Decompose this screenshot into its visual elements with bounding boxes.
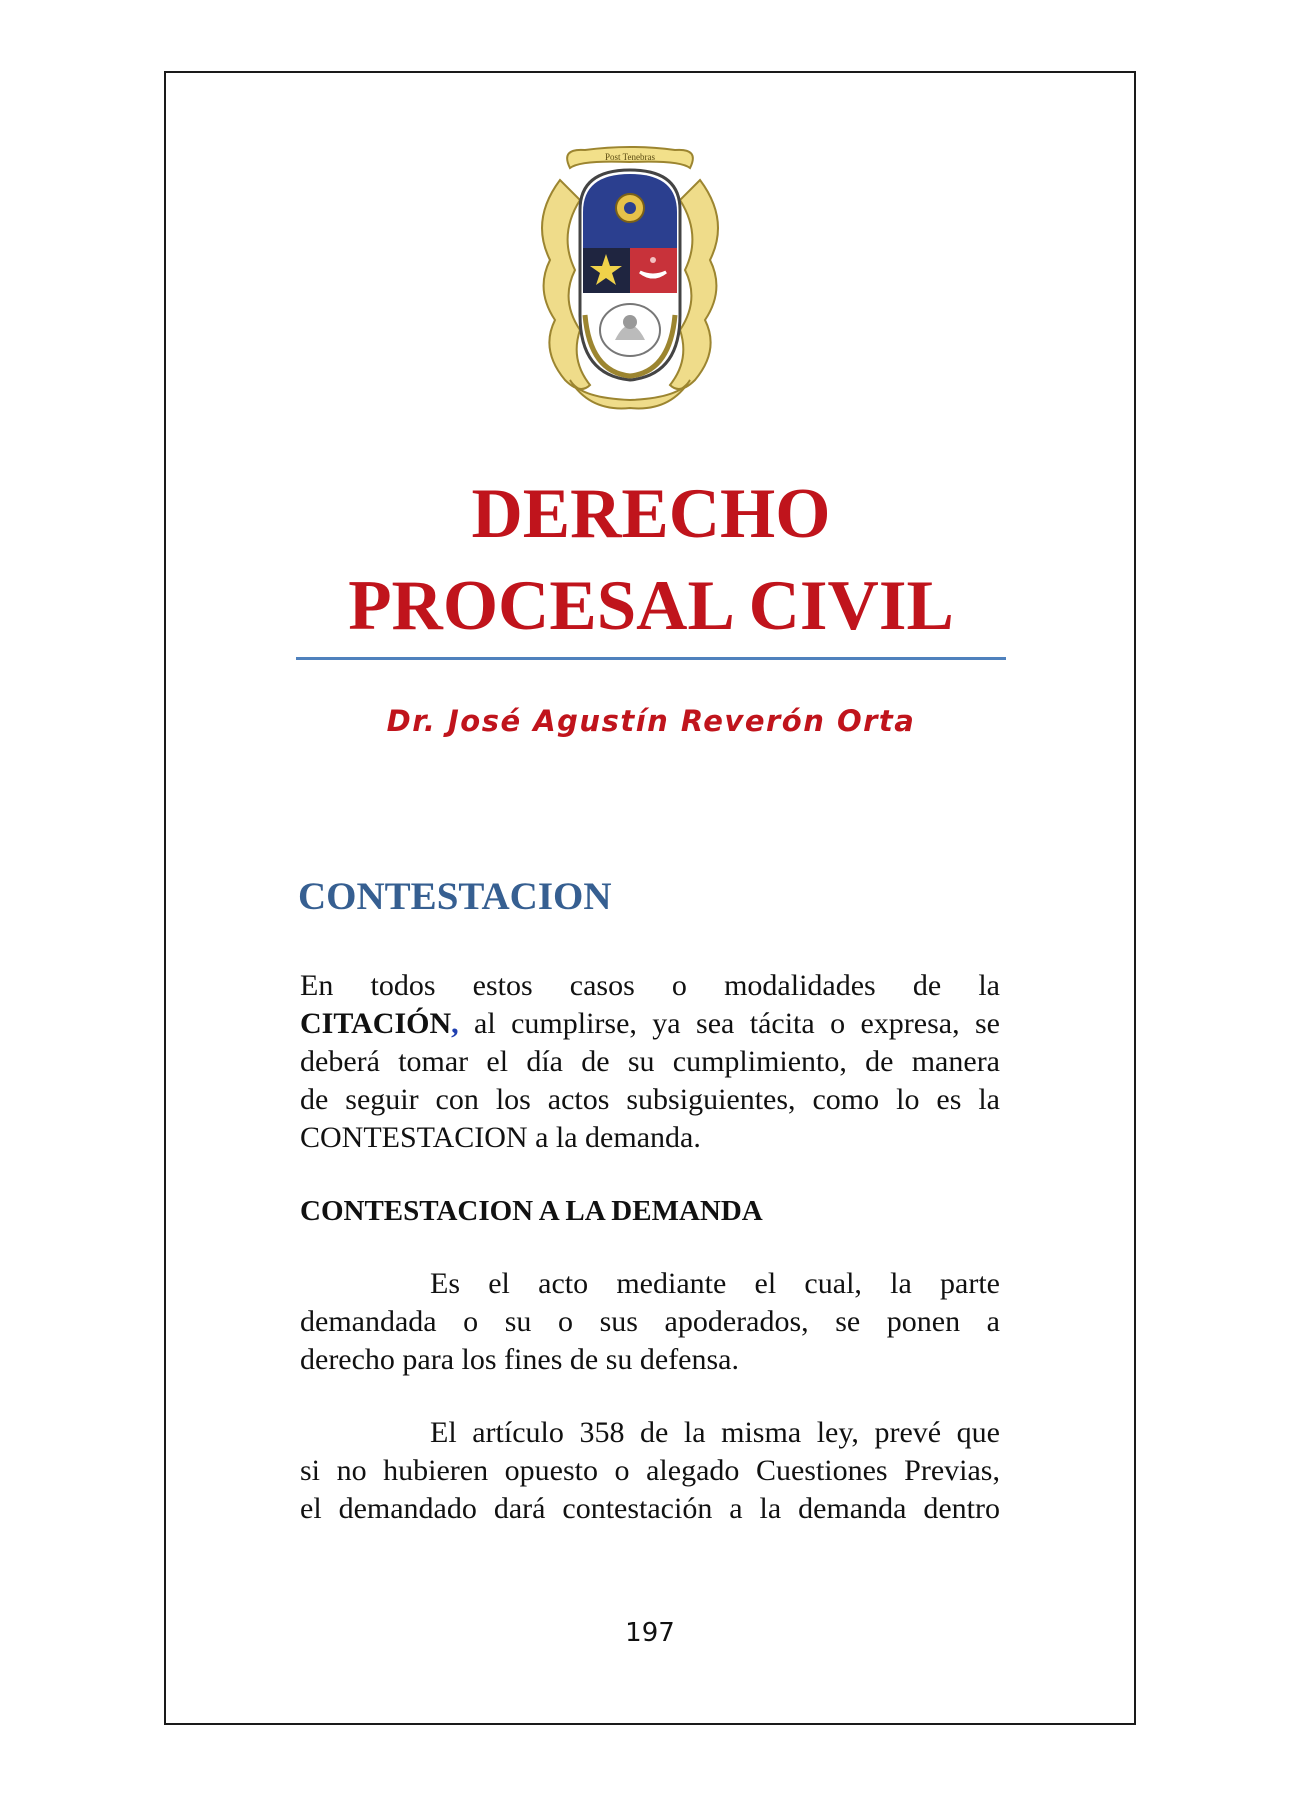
paragraph-citacion	[300, 967, 1000, 1157]
subheading: CONTESTACION A LA DEMANDA	[300, 1195, 763, 1227]
paragraph-line: En todos estos casos o modalidades de la	[300, 969, 1000, 1002]
paragraph-line	[300, 1005, 1000, 1043]
paragraph-article	[300, 1414, 1000, 1528]
paragraph-line: demandada o su o sus apoderados, se ponen a	[300, 1305, 1000, 1338]
paragraph-line: de seguir con los actos subsiguientes, como lo es la	[300, 1083, 1000, 1116]
paragraph-line: si no hubieren opuesto o alegado Cuestiones Previas,	[300, 1454, 1000, 1487]
title-line-1: DERECHO	[471, 475, 831, 553]
paragraph-line: Es el acto mediante el cual, la parte	[430, 1267, 1000, 1300]
citacion-term: CITACIÓN	[300, 1007, 452, 1040]
paragraph-line: derecho para los fines de su defensa.	[300, 1343, 739, 1376]
paragraph-line-rest: al cumplirse, ya sea tácita o expresa, se	[458, 1007, 1000, 1040]
coat-of-arms-image	[530, 140, 730, 420]
page-number: 197	[625, 1618, 675, 1648]
paragraph-line: el demandado dará contestación a la demanda dentro	[300, 1492, 1000, 1525]
title-divider	[296, 657, 1006, 660]
paragraph-line: deberá tomar el día de su cumplimiento, de manera	[300, 1045, 1000, 1078]
paragraph-line: CONTESTACION a la demanda.	[300, 1121, 701, 1154]
title-line-2: PROCESAL CIVIL	[348, 567, 954, 645]
section-heading: CONTESTACION	[298, 875, 612, 918]
crest-motto: Post Tenebras	[605, 152, 655, 162]
paragraph-definition	[300, 1265, 1000, 1379]
citacion-comma: ,	[451, 1007, 459, 1040]
author-name: Dr. José Agustín Reverón Orta	[386, 704, 916, 738]
paragraph-line: El artículo 358 de la misma ley, prevé que	[430, 1416, 1000, 1449]
